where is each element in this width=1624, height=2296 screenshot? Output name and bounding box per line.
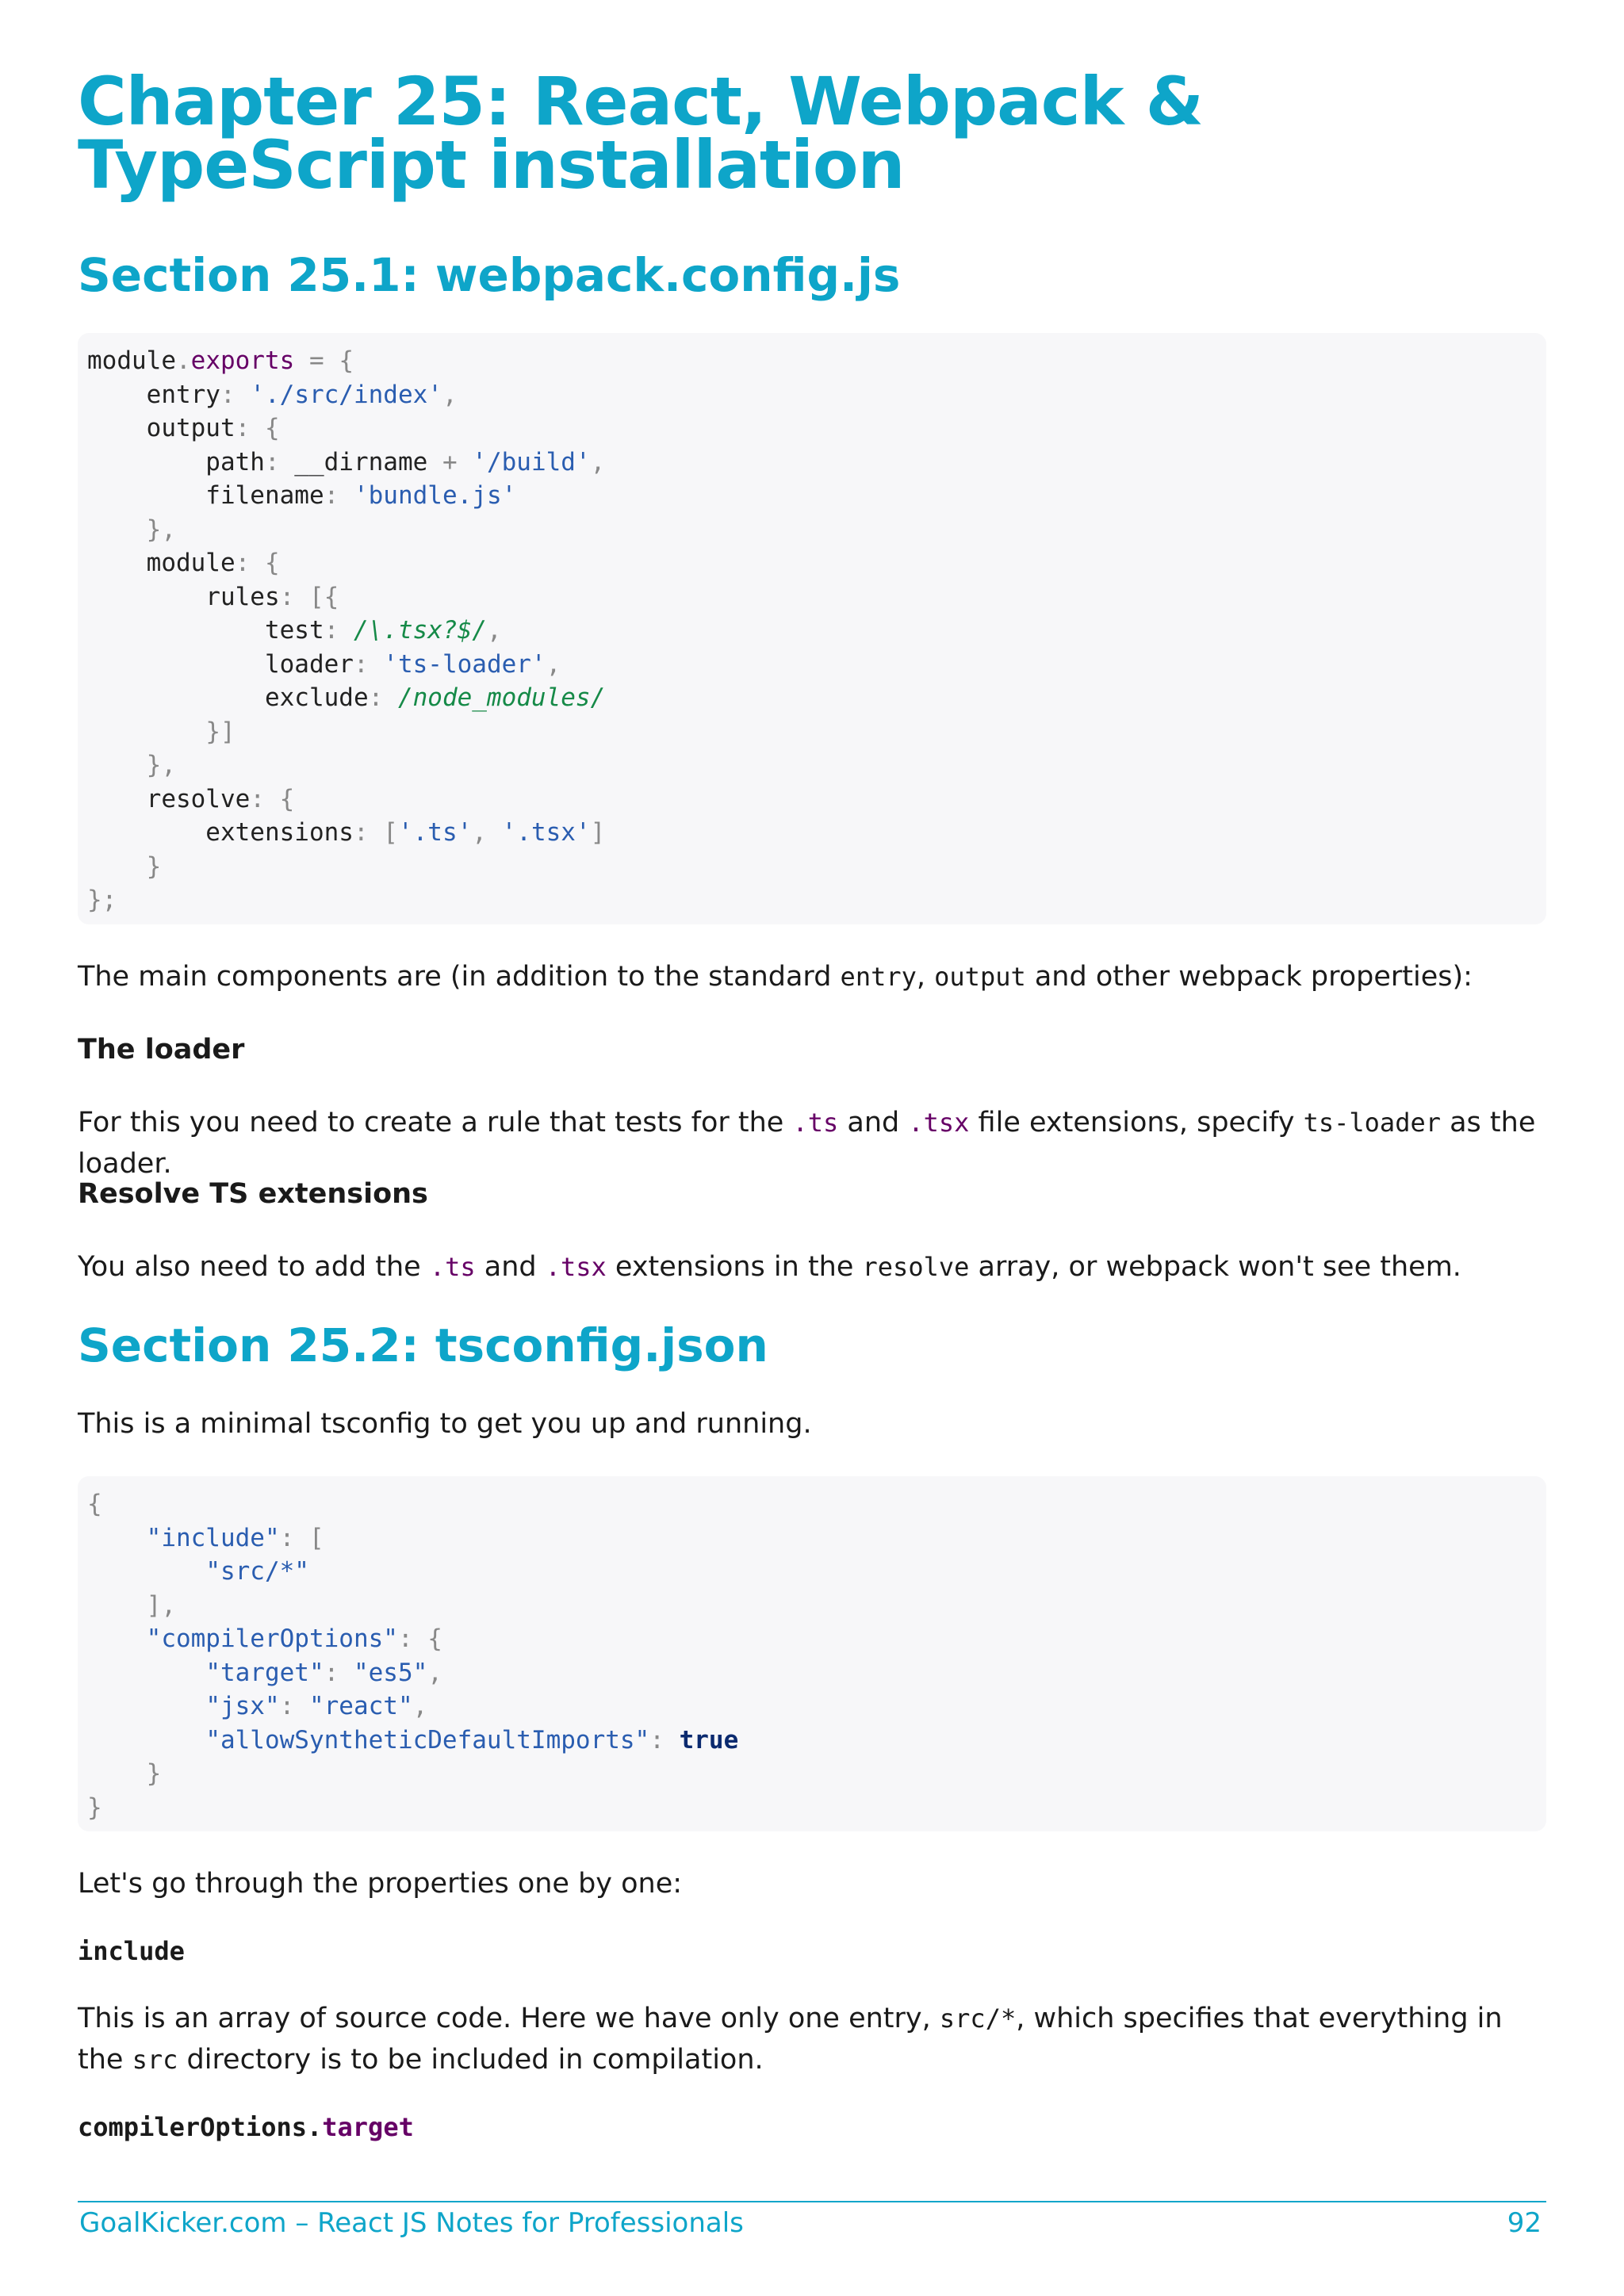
- section-25-2-title: Section 25.2: tsconfig.json: [78, 1318, 768, 1372]
- section-25-1-title: Section 25.1: webpack.config.js: [78, 248, 901, 302]
- page-number: 92: [1507, 2207, 1542, 2239]
- loader-paragraph: For this you need to create a rule that tests for the .ts and .tsx file extensions, specify ts-loader as the loader.: [78, 1107, 1536, 1180]
- include-paragraph: This is an array of source code. Here we have only one entry, src/*, which specifies that everything in the src directory is to be included in compilation.: [78, 2003, 1503, 2076]
- section1-intro: The main components are (in addition to the standard entry, output and other webpack properties):: [78, 961, 1473, 993]
- tsconfig-code: { "include": [ "src/*" ], "compilerOptions": { "target": "es5", "jsx": "react", "allowSyntheticDefaultImports": true } }: [87, 1490, 739, 1822]
- section2-intro: This is a minimal tsconfig to get you up and running.: [78, 1408, 812, 1440]
- compiler-options-target-heading: compilerOptions.target: [78, 2112, 414, 2142]
- properties-intro: Let's go through the properties one by one:: [78, 1868, 683, 1900]
- resolve-paragraph: You also need to add the .ts and .tsx extensions in the resolve array, or webpack won't see them.: [78, 1251, 1461, 1283]
- webpack-config-code: module.exports = { entry: './src/index', output: { path: __dirname + '/build', filename: 'bundle.js' }, module: { rules: [{ test: /\.tsx?$/, loader: 'ts-loader', exclude: /node_modules/ }] }, resolve: { extensions: ['.ts', '.tsx'] } };: [87, 346, 606, 914]
- tsconfig-code-block: [78, 1476, 1546, 1831]
- footer-divider: [78, 2201, 1546, 2202]
- chapter-title: Chapter 25: React, Webpack & TypeScript installation: [78, 63, 1203, 204]
- resolve-heading: Resolve TS extensions: [78, 1178, 428, 1210]
- webpack-config-code-block: [78, 333, 1546, 924]
- loader-heading: The loader: [78, 1034, 245, 1066]
- include-heading: include: [78, 1936, 185, 1966]
- footer-source: GoalKicker.com – React JS Notes for Professionals: [79, 2207, 744, 2239]
